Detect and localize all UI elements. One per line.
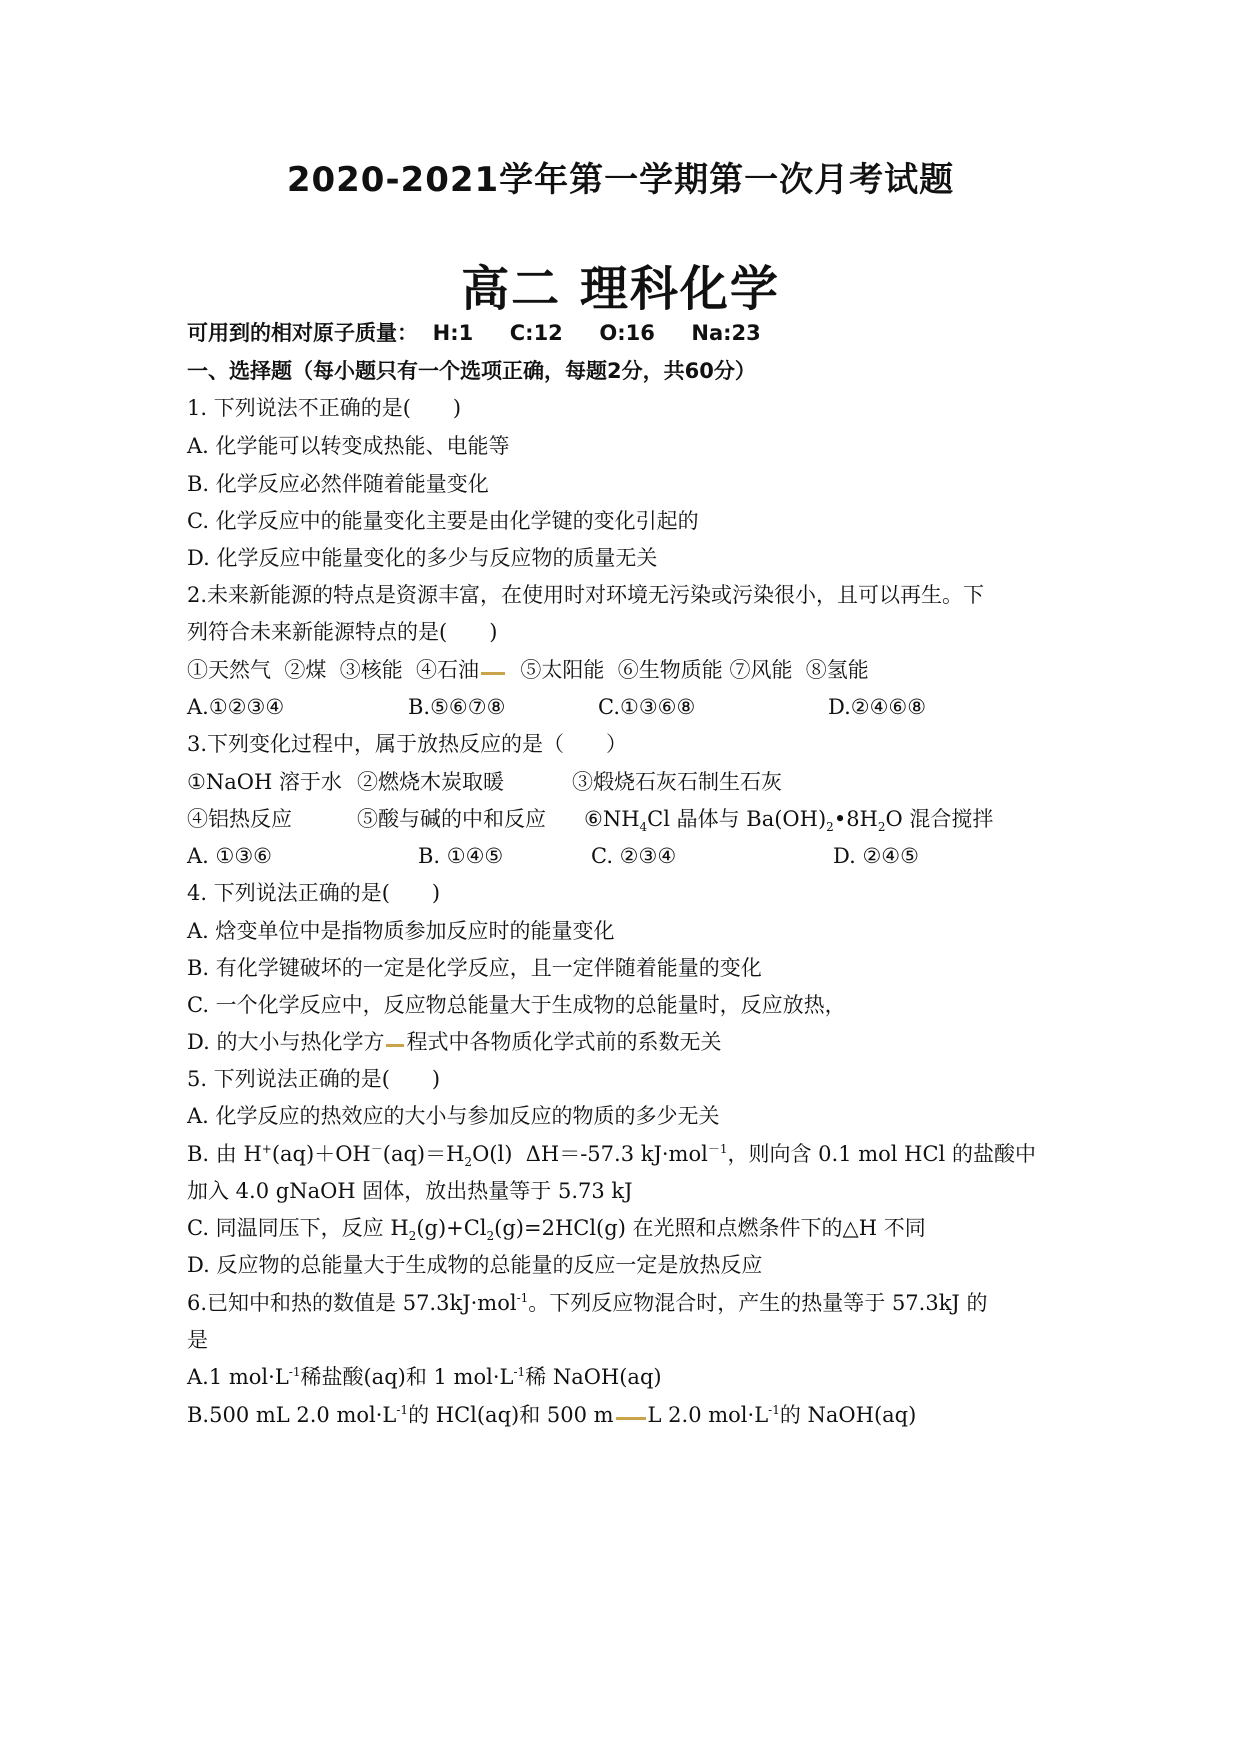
question-2-stem-line2: 列符合未来新能源特点的是( ) [187, 620, 498, 644]
question-3-item-1: ①NaOH 溶于水 [187, 770, 342, 794]
question-3-item-4: ④铝热反应 [187, 807, 292, 831]
question-4-option-d [187, 1027, 721, 1057]
section-heading: 一、选择题（每小题只有一个选项正确，每题2分，共60分） [187, 359, 756, 383]
text-part: Cl 晶体与 Ba(OH) [647, 807, 827, 831]
question-6-option-a [187, 1362, 662, 1392]
question-1-option-a: A. 化学能可以转变成热能、电能等 [187, 434, 510, 458]
question-2-option-d: D.②④⑥⑧ [828, 695, 927, 719]
question-1-option-c: C. 化学反应中的能量变化主要是由化学键的变化引起的 [187, 509, 699, 533]
question-2-items-part1: ①天然气 ②煤 ③核能 ④石油 [187, 658, 480, 682]
subscript: 2 [877, 820, 886, 835]
subscript: 2 [408, 1229, 417, 1244]
text-part: 6.已知中和热的数值是 57.3kJ·mol [187, 1291, 517, 1315]
question-1-stem: 1. 下列说法不正确的是( ) [187, 396, 462, 420]
question-4-option-b: B. 有化学键破坏的一定是化学反应，且一定伴随着能量的变化 [187, 956, 762, 980]
question-2-option-a: A.①②③④ [187, 695, 285, 719]
text-part: C. 同温同压下，反应 H [187, 1216, 409, 1240]
text-part: •8H [833, 807, 878, 831]
question-2-items [187, 655, 869, 685]
superscript: -1 [516, 1291, 529, 1305]
text-part: O(l) ΔH＝-57.3 kJ·mol [472, 1142, 708, 1166]
question-5-option-d: D. 反应物的总能量大于生成物的总能量的反应一定是放热反应 [187, 1253, 763, 1277]
question-6-stem-line2: 是 [187, 1328, 208, 1352]
exam-subtitle: 高二 理科化学 [461, 261, 780, 317]
superscript: － [370, 1142, 383, 1156]
question-3-item-6 [584, 804, 993, 834]
question-3-option-c: C. ②③④ [591, 844, 677, 868]
question-3-item-5: ⑤酸与碱的中和反应 [357, 807, 546, 831]
question-1-option-d: D. 化学反应中能量变化的多少与反应物的质量无关 [187, 546, 658, 570]
superscript: -1 [288, 1365, 301, 1379]
exam-title: 2020-2021学年第一学期第一次月考试题 [286, 160, 955, 200]
subscript: 2 [464, 1155, 473, 1170]
atomic-mass-line: 可用到的相对原子质量： H:1 C:12 O:16 Na:23 [187, 321, 761, 345]
superscript: -1 [396, 1403, 409, 1417]
superscript: -1 [768, 1403, 780, 1417]
text-part: 程式中各物质化学式前的系数无关 [406, 1030, 722, 1054]
text-part: 。下列反应物混合时，产生的热量等于 57.3kJ 的 [528, 1291, 988, 1315]
question-2-option-c: C.①③⑥⑧ [598, 695, 696, 719]
question-5-option-b-line2: 加入 4.0 gNaOH 固体，放出热量等于 5.73 kJ [187, 1179, 633, 1203]
text-part: O 混合搅拌 [885, 807, 994, 831]
subscript: 4 [639, 820, 648, 835]
question-2-stem-line1: 2.未来新能源的特点是资源丰富，在使用时对环境无污染或污染很小，且可以再生。下 [187, 583, 985, 607]
superscript: + [261, 1142, 272, 1156]
text-part: B. 由 H [187, 1142, 262, 1166]
highlight-mark [616, 1417, 646, 1420]
text-part: (aq)＝H [382, 1142, 465, 1166]
question-1-option-b: B. 化学反应必然伴随着能量变化 [187, 472, 489, 496]
text-part: (g)+Cl [416, 1216, 487, 1240]
superscript: －1 [707, 1142, 728, 1156]
question-3-stem: 3.下列变化过程中，属于放热反应的是（ ） [187, 732, 628, 756]
subscript: 2 [826, 820, 834, 835]
text-part: 的 NaOH(aq) [779, 1403, 917, 1427]
question-2-items-part2: ⑤太阳能 ⑥生物质能 ⑦风能 ⑧氢能 [520, 658, 869, 682]
text-part: (g)=2HCl(g) 在光照和点燃条件下的△H 不同 [494, 1216, 926, 1240]
question-2-option-b: B.⑤⑥⑦⑧ [408, 695, 506, 719]
text-part: ，则向含 0.1 mol HCl 的盐酸中 [727, 1142, 1036, 1166]
text-part: 稀盐酸(aq)和 1 mol·L [300, 1365, 514, 1389]
subscript: 2 [486, 1229, 495, 1244]
text-part: A.1 mol·L [187, 1365, 289, 1389]
question-6-option-b [187, 1400, 916, 1430]
question-5-stem: 5. 下列说法正确的是( ) [187, 1067, 441, 1091]
question-3-item-2: ②燃烧木炭取暖 [357, 770, 504, 794]
question-5-option-b-line1 [187, 1139, 1036, 1169]
highlight-mark [386, 1044, 404, 1047]
superscript: -1 [513, 1365, 526, 1379]
question-3-option-a: A. ①③⑥ [187, 844, 272, 868]
question-5-option-c [187, 1213, 926, 1243]
text-part: B.500 mL 2.0 mol·L [187, 1403, 397, 1427]
question-3-item-3: ③煅烧石灰石制生石灰 [572, 770, 782, 794]
text-part: 的 HCl(aq)和 500 m [408, 1403, 614, 1427]
question-4-stem: 4. 下列说法正确的是( ) [187, 881, 441, 905]
question-6-stem-line1 [187, 1288, 988, 1318]
text-part: L 2.0 mol·L [647, 1403, 769, 1427]
question-5-option-a: A. 化学反应的热效应的大小与参加反应的物质的多少无关 [187, 1104, 720, 1128]
highlight-mark [481, 672, 505, 675]
question-4-option-a: A. 焓变单位中是指物质参加反应时的能量变化 [187, 919, 615, 943]
text-part: (aq)＋OH [271, 1142, 371, 1166]
question-3-option-d: D. ②④⑤ [833, 844, 919, 868]
text-part: D. 的大小与热化学方 [187, 1030, 385, 1054]
text-part: ⑥NH [584, 807, 640, 831]
question-3-option-b: B. ①④⑤ [418, 844, 504, 868]
text-part: 稀 NaOH(aq) [525, 1365, 662, 1389]
question-4-option-c: C. 一个化学反应中，反应物总能量大于生成物的总能量时，反应放热， [187, 993, 846, 1017]
